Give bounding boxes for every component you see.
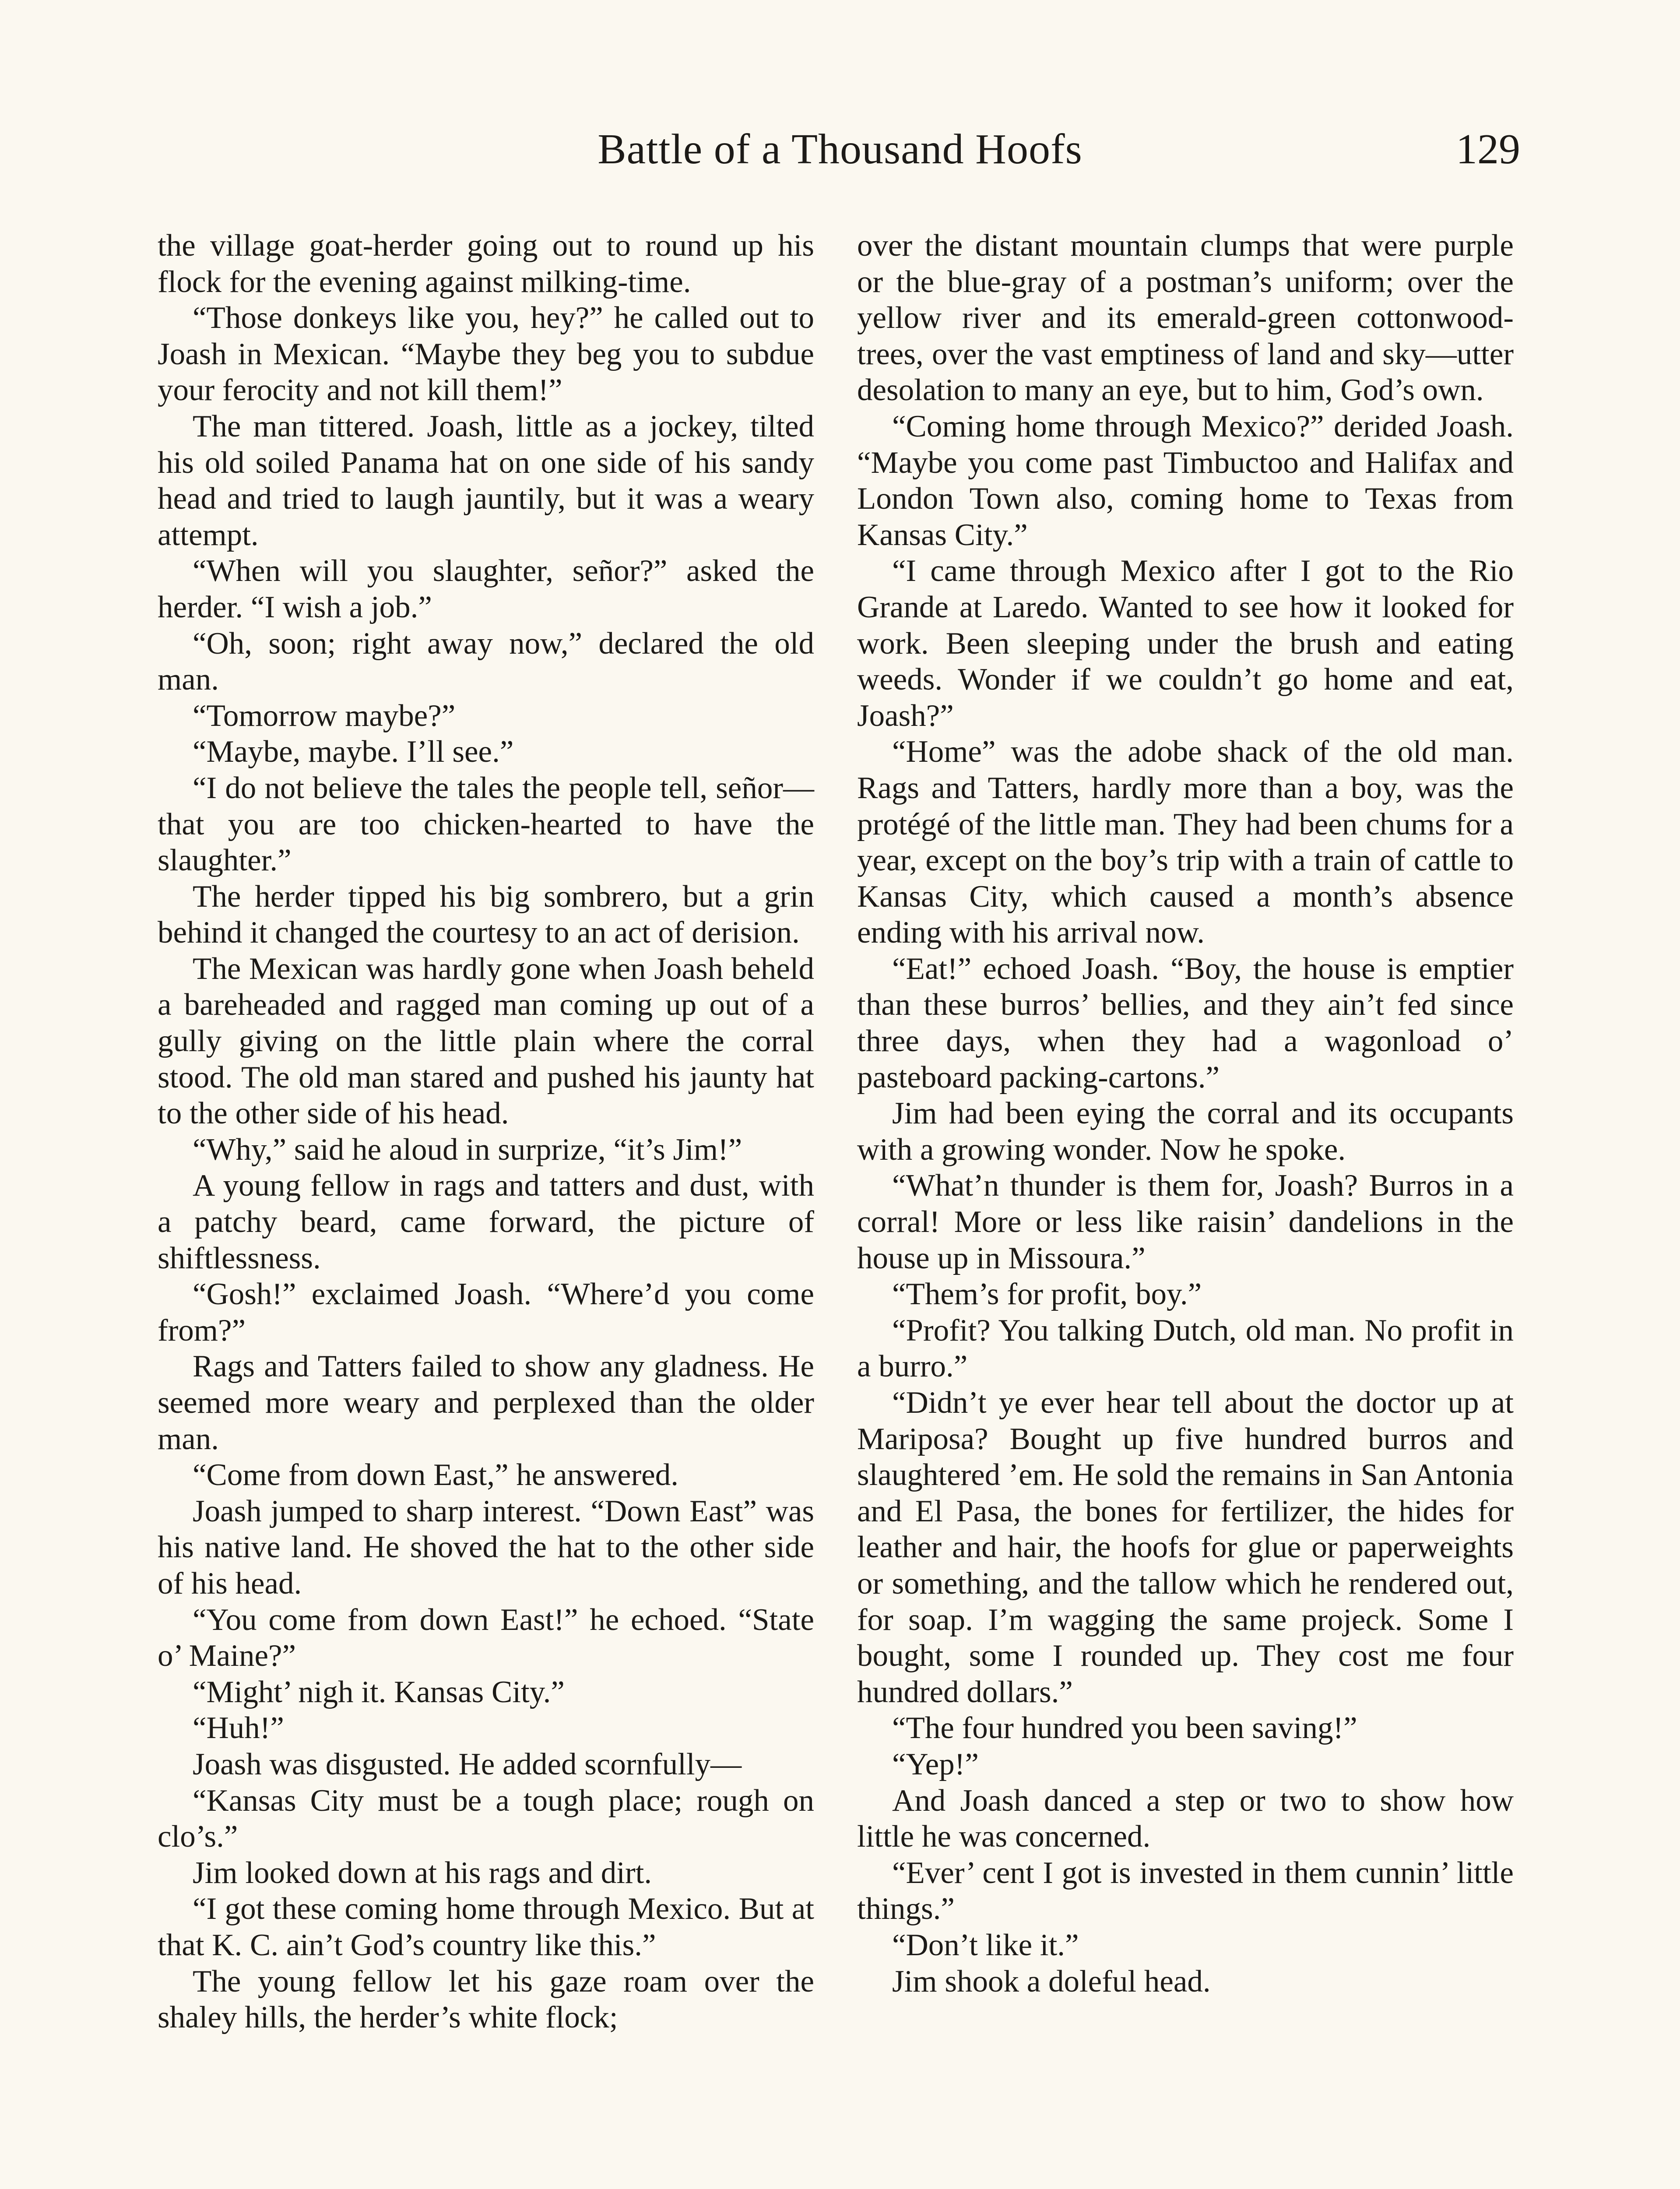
- right-column: [857, 228, 1514, 1999]
- paragraph: And Joash danced a step or two to show how little he was concerned.: [857, 1783, 1514, 1854]
- paragraph: “Profit? You talking Dutch, old man. No profit in a burro.”: [857, 1313, 1514, 1384]
- paragraph: “Eat!” echoed Joash. “Boy, the house is emptier than these burros’ bellies, and they ain’t fed since three days, when they had a wagonload o’ pasteboard packing-cartons.”: [857, 951, 1514, 1094]
- page-header: [0, 125, 1680, 195]
- paragraph: “Oh, soon; right away now,” declared the old man.: [158, 626, 814, 697]
- paragraph: Jim had been eying the corral and its occupants with a growing wonder. Now he spoke.: [857, 1096, 1514, 1167]
- paragraph: “What’n thunder is them for, Joash? Burros in a corral! More or less like raisin’ dandelions in the house up in Missoura.”: [857, 1168, 1514, 1275]
- paragraph: Joash jumped to sharp interest. “Down East” was his native land. He shoved the hat to the other side of his head.: [158, 1494, 814, 1601]
- paragraph: “I do not believe the tales the people tell, señor—that you are too chicken-hearted to have the slaughter.”: [158, 771, 814, 878]
- paragraph: Joash was disgusted. He added scornfully—: [193, 1747, 742, 1781]
- paragraph: “Might’ nigh it. Kansas City.”: [193, 1675, 565, 1709]
- paragraph: “The four hundred you been saving!”: [892, 1711, 1357, 1746]
- paragraph: “Kansas City must be a tough place; rough on clo’s.”: [158, 1783, 814, 1854]
- running-title: Battle of a Thousand Hoofs: [597, 126, 1083, 173]
- paragraph: “Yep!”: [892, 1747, 979, 1781]
- paragraph: Jim looked down at his rags and dirt.: [193, 1855, 652, 1890]
- paragraph: “Those donkeys like you, hey?” he called out to Joash in Mexican. “Maybe they beg you to subdue your ferocity and not kill them!”: [158, 301, 814, 408]
- paragraph: “Tomorrow maybe?”: [193, 698, 456, 733]
- paragraph: The herder tipped his big sombrero, but a grin behind it changed the courtesy to an act of derision.: [158, 879, 814, 950]
- paragraph: Rags and Tatters failed to show any gladness. He seemed more weary and perplexed than the older man.: [158, 1349, 814, 1456]
- paragraph: “Don’t like it.”: [892, 1928, 1079, 1962]
- paragraph: “I came through Mexico after I got to the Rio Grande at Laredo. Wanted to see how it looked for work. Been sleeping under the brush and eating weeds. Wonder if we couldn’t go home and eat, Joash?”: [857, 554, 1514, 733]
- paragraph: “When will you slaughter, señor?” asked the herder. “I wish a job.”: [158, 554, 814, 624]
- paragraph: Jim shook a doleful head.: [892, 1964, 1211, 1999]
- paragraph: “I got these coming home through Mexico. But at that K. C. ain’t God’s country like this.”: [158, 1892, 814, 1962]
- paragraph: “Come from down East,” he answered.: [193, 1458, 678, 1492]
- paragraph: “Why,” said he aloud in surprize, “it’s Jim!”: [193, 1132, 742, 1167]
- paragraph: The young fellow let his gaze roam over the shaley hills, the herder’s white flock;: [158, 1964, 814, 2035]
- paragraph: “Home” was the adobe shack of the old man. Rags and Tatters, hardly more than a boy, was the protégé of the little man. They had been chums for a year, except on the boy’s trip with a train of cattle to Kansas City, which caused a month’s absence ending with his arrival now.: [857, 735, 1514, 950]
- paragraph: “Gosh!” exclaimed Joash. “Where’d you come from?”: [158, 1277, 814, 1348]
- paragraph: “Maybe, maybe. I’ll see.”: [193, 735, 514, 769]
- left-column: [158, 228, 814, 2036]
- paragraph: “Coming home through Mexico?” derided Joash. “Maybe you come past Timbuctoo and Halifax and London Town also, coming home to Texas from Kansas City.”: [857, 409, 1514, 552]
- paragraph: “Them’s for profit, boy.”: [892, 1277, 1202, 1312]
- paragraph: “Huh!”: [193, 1711, 284, 1746]
- paragraph: the village goat-herder going out to round up his flock for the evening against milking-time.: [158, 229, 814, 299]
- paragraph: The man tittered. Joash, little as a jockey, tilted his old soiled Panama hat on one side of his sandy head and tried to laugh jauntily, but it was a weary attempt.: [158, 409, 814, 552]
- page-number: 129: [1456, 126, 1520, 173]
- paragraph: over the distant mountain clumps that were purple or the blue-gray of a postman’s uniform; over the yellow river and its emerald-green cottonwood-trees, over the vast emptiness of land and sky—utter desolation to many an eye, but to him, God’s own.: [857, 229, 1514, 408]
- paragraph: “Ever’ cent I got is invested in them cunnin’ little things.”: [857, 1855, 1514, 1926]
- paragraph: “You come from down East!” he echoed. “State o’ Maine?”: [158, 1602, 814, 1673]
- paragraph: The Mexican was hardly gone when Joash beheld a bareheaded and ragged man coming up out of a gully giving on the little plain where the corral stood. The old man stared and pushed his jaunty hat to the other side of his head.: [158, 951, 814, 1131]
- paragraph: “Didn’t ye ever hear tell about the doctor up at Mariposa? Bought up five hundred burros and slaughtered ’em. He sold the remains in San Antonia and El Pasa, the bones for fertilizer, the hides for leather and hair, the hoofs for glue or paperweights or something, and the tallow which he rendered out, for soap. I’m wagging the same projeck. Some I bought, some I rounded up. They cost me four hundred dollars.”: [857, 1386, 1514, 1709]
- paragraph: A young fellow in rags and tatters and dust, with a patchy beard, came forward, the picture of shiftlessness.: [158, 1168, 814, 1275]
